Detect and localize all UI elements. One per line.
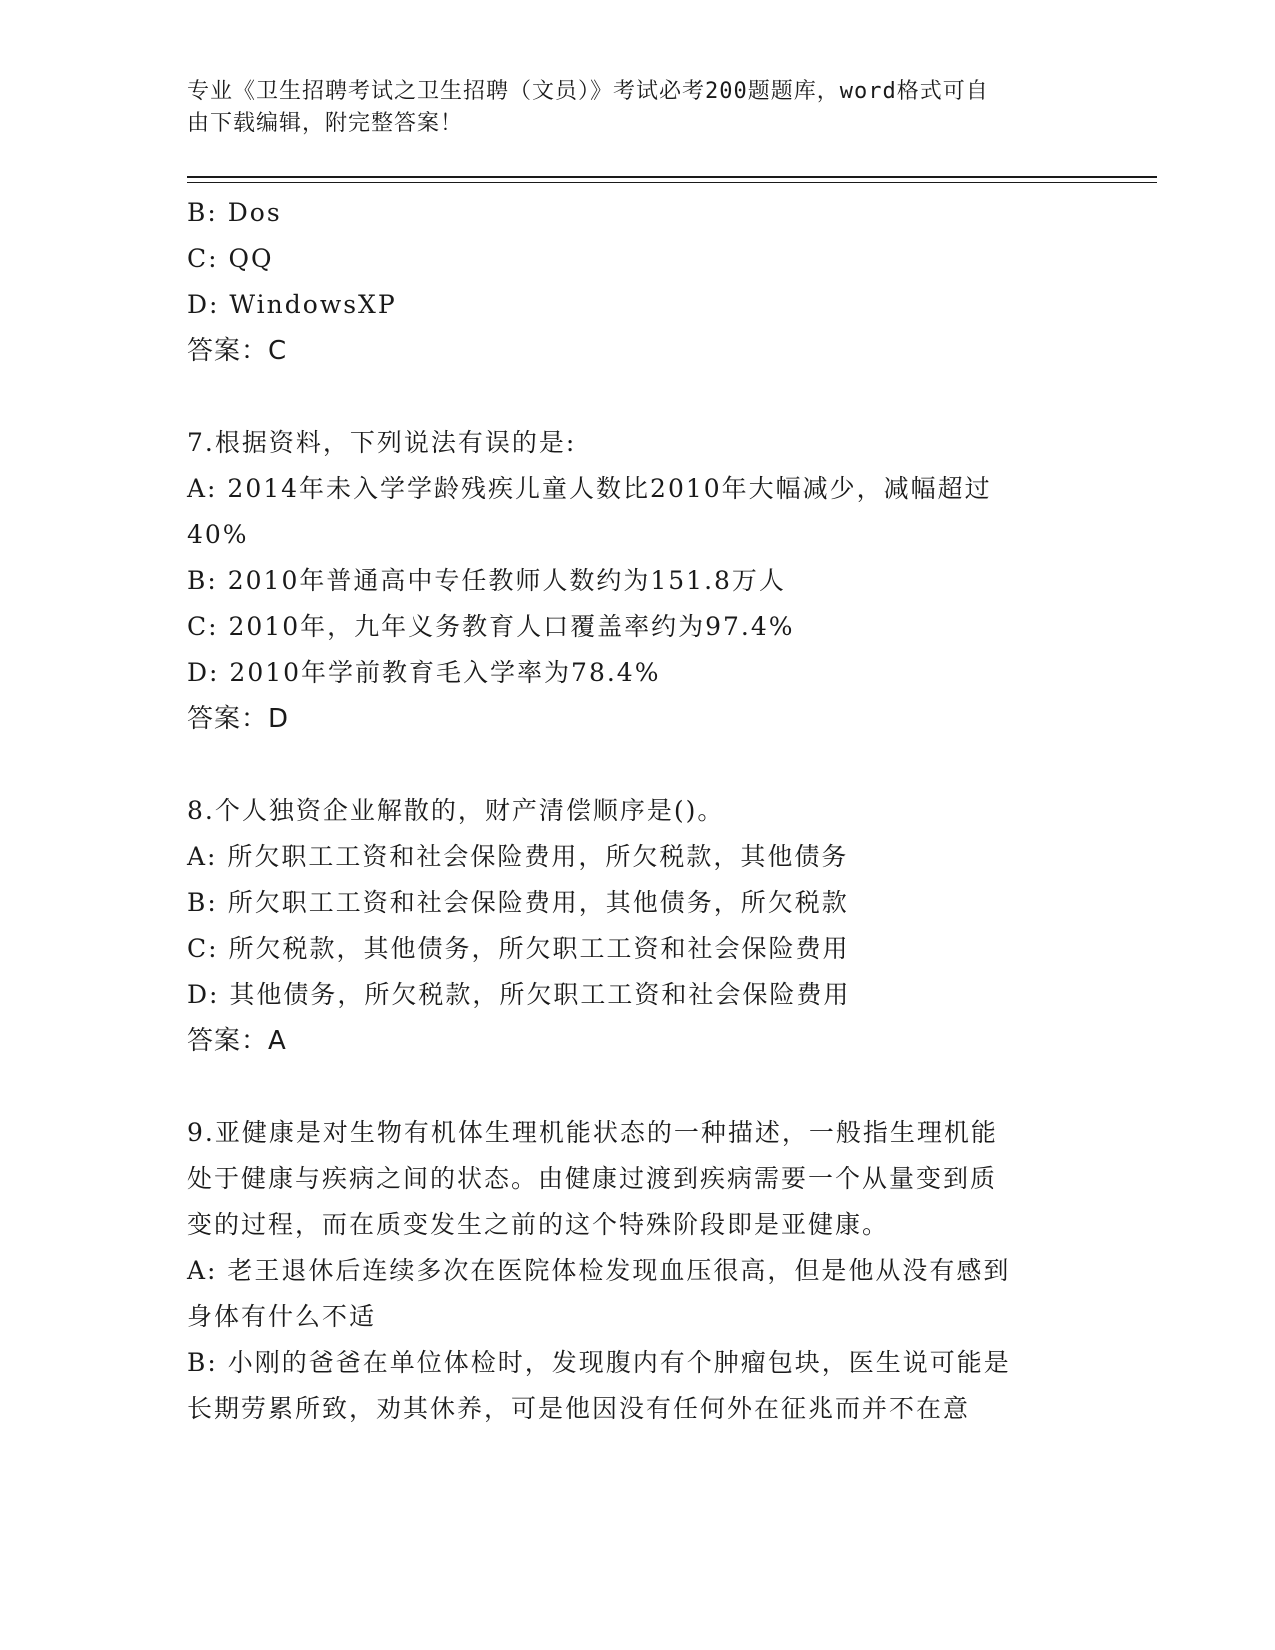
header-line-2: 由下载编辑，附完整答案！ (187, 111, 464, 136)
q8-option-a: A: 所欠职工工资和社会保险费用，所欠税款，其他债务 (187, 842, 849, 871)
header-line-1: 专业《卫生招聘考试之卫生招聘（文员）》考试必考200题题库，word格式可自 (187, 79, 989, 104)
question-content (187, 190, 1087, 1432)
header-divider-thin (187, 182, 1157, 183)
q9-question-line-3: 变的过程，而在质变发生之前的这个特殊阶段即是亚健康。 (187, 1210, 890, 1239)
header-divider-thick (187, 176, 1157, 178)
q9-option-b-line-2: 长期劳累所致，劝其休养，可是他因没有任何外在征兆而并不在意 (187, 1394, 971, 1423)
q7-option-a-line-2: 40% (187, 520, 249, 549)
q6-option-c: C: QQ (187, 244, 274, 273)
spacer (187, 742, 1087, 788)
q9-option-a-line-2: 身体有什么不适 (187, 1302, 377, 1331)
q6-answer: 答案：C (187, 336, 288, 366)
q9-question-line-1: 9.亚健康是对生物有机体生理机能状态的一种描述，一般指生理机能 (187, 1118, 998, 1147)
q7-question: 7.根据资料，下列说法有误的是: (187, 428, 577, 457)
q7-option-d: D: 2010年学前教育毛入学率为78.4% (187, 658, 661, 687)
q7-option-c: C: 2010年，九年义务教育人口覆盖率约为97.4% (187, 612, 795, 641)
q7-option-b: B: 2010年普通高中专任教师人数约为151.8万人 (187, 566, 786, 595)
question-8 (187, 788, 1087, 1064)
q9-option-b-line-1: B: 小刚的爸爸在单位体检时，发现腹内有个肿瘤包块，医生说可能是 (187, 1348, 1011, 1377)
q9-question-line-2: 处于健康与疾病之间的状态。由健康过渡到疾病需要一个从量变到质 (187, 1164, 998, 1193)
q6-option-d: D: WindowsXP (187, 290, 397, 319)
spacer (187, 374, 1087, 420)
q8-answer: 答案：A (187, 1026, 287, 1056)
question-6 (187, 190, 1087, 374)
q7-answer: 答案：D (187, 704, 290, 734)
q8-question: 8.个人独资企业解散的，财产清偿顺序是()。 (187, 796, 725, 825)
question-7 (187, 420, 1087, 742)
q9-option-a-line-1: A: 老王退休后连续多次在医院体检发现血压很高，但是他从没有感到 (187, 1256, 1011, 1285)
spacer (187, 1064, 1087, 1110)
q7-option-a-line-1: A: 2014年未入学学龄残疾儿童人数比2010年大幅减少，减幅超过 (187, 474, 992, 503)
question-9 (187, 1110, 1087, 1432)
q6-option-b: B: Dos (187, 198, 282, 227)
q8-option-d: D: 其他债务，所欠税款，所欠职工工资和社会保险费用 (187, 980, 851, 1009)
document-header (187, 76, 1067, 140)
q8-option-c: C: 所欠税款，其他债务，所欠职工工资和社会保险费用 (187, 934, 850, 963)
q8-option-b: B: 所欠职工工资和社会保险费用，其他债务，所欠税款 (187, 888, 849, 917)
